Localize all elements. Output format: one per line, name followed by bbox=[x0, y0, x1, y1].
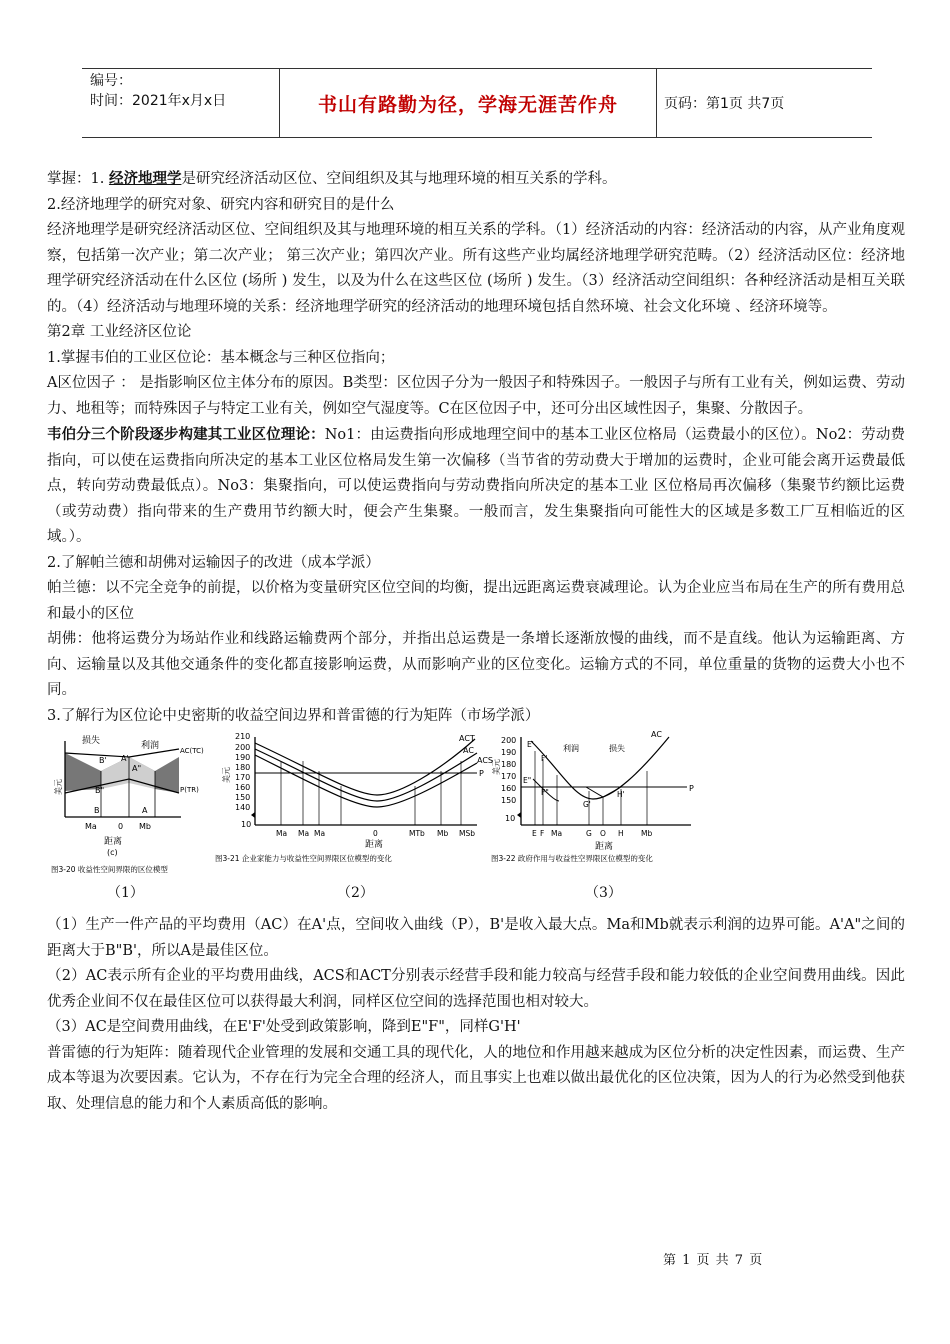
fig3-xtick-e: E bbox=[532, 829, 537, 838]
fig2-ytick-170: 170 bbox=[235, 773, 251, 782]
fig1-ac-label: AC(TC) bbox=[180, 747, 204, 755]
paragraph-1 bbox=[47, 166, 905, 193]
fig3-xtick-g: G bbox=[586, 829, 592, 838]
fig3-loss: 损失 bbox=[609, 744, 625, 753]
page-header bbox=[82, 68, 872, 138]
fig2-yunit: 美元 bbox=[222, 767, 231, 783]
fig2-ytick-210: 210 bbox=[235, 732, 251, 741]
paragraph-10: 胡佛：他将运费分为场站作业和线路运输费两个部分，并指出总运费是一条增长逐渐放慢的曲线，而不是直线。他认为运输距离、方向、运输量以及其他交通条件的变化都直接影响运费，从而影响产业的区位变化。运输方式的不同，单位重量的货物的运费大小也不同。 bbox=[47, 631, 905, 698]
header-page-info: 页码：第1页 共7页 bbox=[664, 96, 785, 112]
figure-3-number: （3） bbox=[585, 885, 622, 901]
fig3-xtick-o: O bbox=[600, 829, 606, 838]
fig2-xtick-zero: 0 bbox=[373, 829, 378, 838]
figure-2-diagram bbox=[215, 731, 500, 879]
paragraph-14: （3）AC是空间费用曲线，在E'F'处受到政策影响，降到E"F"，同样G'H' bbox=[47, 1019, 521, 1035]
figures-row bbox=[47, 731, 905, 913]
p7-bold: 韦伯分三个阶段逐步构建其工业区位理论： bbox=[47, 426, 325, 443]
paragraph-13: （2）AC表示所有企业的平均费用曲线，ACS和ACT分别表示经营手段和能力较高与经营手段和能力较低的企业空间费用曲线。因此优秀企业间不仅在最佳区位可以获得最大利润，同样区位空间的选择范围也相对较大。 bbox=[47, 968, 905, 1010]
p1-rest: 是研究经济活动区位、空间组织及其与地理环境的相互关系的学科。 bbox=[181, 171, 617, 187]
fig3-ytick-190: 190 bbox=[501, 748, 517, 757]
paragraph-9: 帕兰德：以不完全竞争的前提，以价格为变量研究区位空间的均衡，提出远距离运费衰减理论。认为企业应当布局在生产的所有费用总和最小的区位 bbox=[47, 580, 905, 622]
fig2-xtick-mb: Mb bbox=[437, 829, 449, 838]
paragraph-5: 1.掌握韦伯的工业区位论：基本概念与三种区位指向； bbox=[47, 349, 395, 366]
fig2-xtick-ma2: Ma bbox=[298, 829, 310, 838]
fig3-xtick-f: F bbox=[540, 829, 545, 838]
fig3-ytick-180: 180 bbox=[501, 760, 517, 769]
fig3-g1: G' bbox=[583, 800, 591, 809]
fig3-ytick-160: 160 bbox=[501, 784, 517, 793]
fig1-yunit: 美元 bbox=[54, 779, 63, 795]
paragraph-3: 经济地理学是研究经济活动区位、空间组织及其与地理环境的相互关系的学科。（1）经济活动的内容：经济活动的内容，从产业角度观察，包括第一次产业；第二次产业； 第三次产业；第四次产业。所有这些产业均属经济地理学研究范畴。（2）经济活动区位：经济地理学研究经济活动在什么区位 (场所 ) 发生，以及为什么在这些区位 (场所 ) 发生。（3）经济活动空间组织：各种经济活动是相互关联的。（4）经济活动与地理环境的关系：经济地理学研究的经济活动的地理环境包括自然环境、社会文化环境 、经济环境等。 bbox=[47, 222, 905, 315]
fig3-h1: H' bbox=[617, 790, 625, 799]
paragraph-2: 2.经济地理学的研究对象、研究内容和研究目的是什么 bbox=[47, 196, 395, 213]
paragraph-7 bbox=[47, 422, 905, 551]
fig1-caption: 图3-20 收益性空间界限的区位模型 bbox=[51, 865, 168, 874]
header-meta bbox=[82, 69, 280, 137]
fig2-ytick-190: 190 bbox=[235, 753, 251, 762]
fig2-xtick-ma1: Ma bbox=[276, 829, 288, 838]
fig1-b2: B" bbox=[95, 786, 105, 795]
fig2-xtick-ma3: Ma bbox=[314, 829, 326, 838]
fig1-b: B bbox=[94, 806, 100, 815]
fig3-f2: F" bbox=[541, 788, 549, 797]
fig2-xlabel: 距离 bbox=[365, 840, 384, 850]
paragraph-15: 普雷德的行为矩阵：随着现代企业管理的发展和交通工具的现代化，人的地位和作用越来越成为区位分析的决定性因素，而运费、生产成本等退为次要因素。它认为，不存在行为完全合理的经济人，而且事实上也难以做出最优化的区位决策，因为人的行为必然受到他获取、处理信息的能力和个人素质高低的影响。 bbox=[47, 1044, 905, 1112]
figure-3 bbox=[491, 731, 721, 901]
fig1-p-label: P(TR) bbox=[180, 786, 199, 794]
header-motto: 书山有路勤为径，学海无涯苦作舟 bbox=[280, 69, 657, 137]
fig2-ytick-10: 10 bbox=[241, 820, 252, 829]
paragraph-12: （1）生产一件产品的平均费用（AC）在A'点，空间收入曲线（P），B'是收入最大点。Ma和Mb就表示利润的边界可能。A'A"之间的距离大于B"B'，所以A是最佳区位。 bbox=[47, 917, 905, 959]
header-id-label: 编号： bbox=[90, 73, 132, 89]
fig3-ytick-200: 200 bbox=[501, 736, 517, 745]
paragraph-6: A区位因子 ： 是指影响区位主体分布的原因。B类型：区位因子分为一般因子和特殊因子。一般因子与所有工业有关，例如运费、劳动力、地租等；而特殊因子与特定工业有关，例如空气湿度等。C在区位因子中，还可分出区域性因子，集聚、分散因子。 bbox=[47, 375, 905, 417]
header-time-label: 时间：2021年x月x日 bbox=[90, 93, 227, 109]
fig3-f1: F' bbox=[541, 754, 548, 763]
fig3-ac: AC bbox=[651, 731, 662, 739]
fig1-sub: (c) bbox=[107, 848, 118, 857]
figure-3-diagram bbox=[491, 731, 721, 879]
fig3-e1: E' bbox=[527, 740, 534, 749]
figure-2 bbox=[215, 731, 500, 901]
p7-rest: No1：由运费指向形成地理空间中的基本工业区位格局（运费最小的区位）。No2：劳动费指向，可以使在运费指向所决定的基本工业区位格局发生第一次偏移（当节省的劳动费大于增加的运费时，企业可能会离开运费最低点，转向劳动费最低点）。No3：集聚指向，可以使运费指向与劳动费指向所决定的基本工业 区位格局再次偏移（集聚节约额比运费（或劳动费）指向带来的生产费用节约额大时，便会产生集聚。一般而言，发生集聚指向可能性大的区域是多数工厂互相临近的区域。）。 bbox=[47, 427, 905, 545]
fig3-ytick-150: 150 bbox=[501, 796, 517, 805]
fig1-profit-label: 利润 bbox=[141, 741, 160, 751]
fig3-ytick-170: 170 bbox=[501, 772, 517, 781]
fig1-b1: B' bbox=[99, 756, 107, 765]
fig1-ma: Ma bbox=[85, 822, 97, 831]
fig2-ytick-200: 200 bbox=[235, 743, 251, 752]
fig3-yunit: 美元 bbox=[492, 759, 501, 775]
chapter-heading: 第2章 工业经济区位论 bbox=[47, 324, 192, 340]
fig1-loss-label: 损失 bbox=[82, 736, 101, 746]
paragraph-8: 2.了解帕兰德和胡佛对运输因子的改进（成本学派） bbox=[47, 554, 380, 571]
fig1-a2: A" bbox=[132, 764, 142, 773]
fig3-profit: 利润 bbox=[563, 744, 579, 753]
fig2-acs: ACS bbox=[477, 756, 493, 765]
fig1-a: A bbox=[142, 806, 148, 815]
paragraph-11: 3.了解行为区位论中史密斯的收益空间边界和普雷德的行为矩阵（市场学派） bbox=[47, 707, 540, 724]
figure-1 bbox=[49, 731, 219, 901]
fig2-p: P bbox=[479, 769, 484, 778]
p1-prefix: 掌握：1. bbox=[47, 171, 109, 187]
fig3-xtick-ma: Ma bbox=[551, 829, 563, 838]
fig3-e2: E" bbox=[523, 776, 532, 785]
fig2-caption: 图3-21 企业家能力与收益性空间界限区位模型的变化 bbox=[215, 854, 392, 863]
fig3-caption: 图3-22 政府作用与收益性空界限区位模型的变化 bbox=[491, 854, 653, 863]
page-footer: 第 1 页 共 7 页 bbox=[663, 1253, 764, 1268]
figure-1-diagram bbox=[49, 731, 219, 879]
term-economic-geography: 经济地理学 bbox=[108, 170, 182, 187]
fig2-xtick-mtb: MTb bbox=[409, 829, 425, 838]
fig1-mb: Mb bbox=[139, 822, 151, 831]
fig3-xtick-mb: Mb bbox=[641, 829, 653, 838]
fig1-xlabel: 距离 bbox=[104, 837, 123, 847]
fig2-xtick-msb: MSb bbox=[459, 829, 475, 838]
fig2-ytick-180: 180 bbox=[235, 763, 251, 772]
fig1-a1: A' bbox=[121, 754, 129, 763]
fig2-act: ACT bbox=[459, 734, 475, 743]
fig3-xlabel: 距离 bbox=[595, 842, 614, 852]
fig3-ytick-10: 10 bbox=[505, 814, 516, 823]
fig1-zero: 0 bbox=[118, 822, 124, 831]
figure-1-number: （1） bbox=[107, 885, 144, 901]
figure-2-number: （2） bbox=[337, 885, 374, 901]
fig3-xtick-h: H bbox=[618, 829, 624, 838]
fig2-ac: AC bbox=[463, 746, 474, 755]
fig2-ytick-140: 140 bbox=[235, 803, 251, 812]
fig3-p: P bbox=[689, 784, 694, 793]
document-body bbox=[47, 166, 905, 1117]
fig2-ytick-150: 150 bbox=[235, 793, 251, 802]
fig2-ytick-160: 160 bbox=[235, 783, 251, 792]
